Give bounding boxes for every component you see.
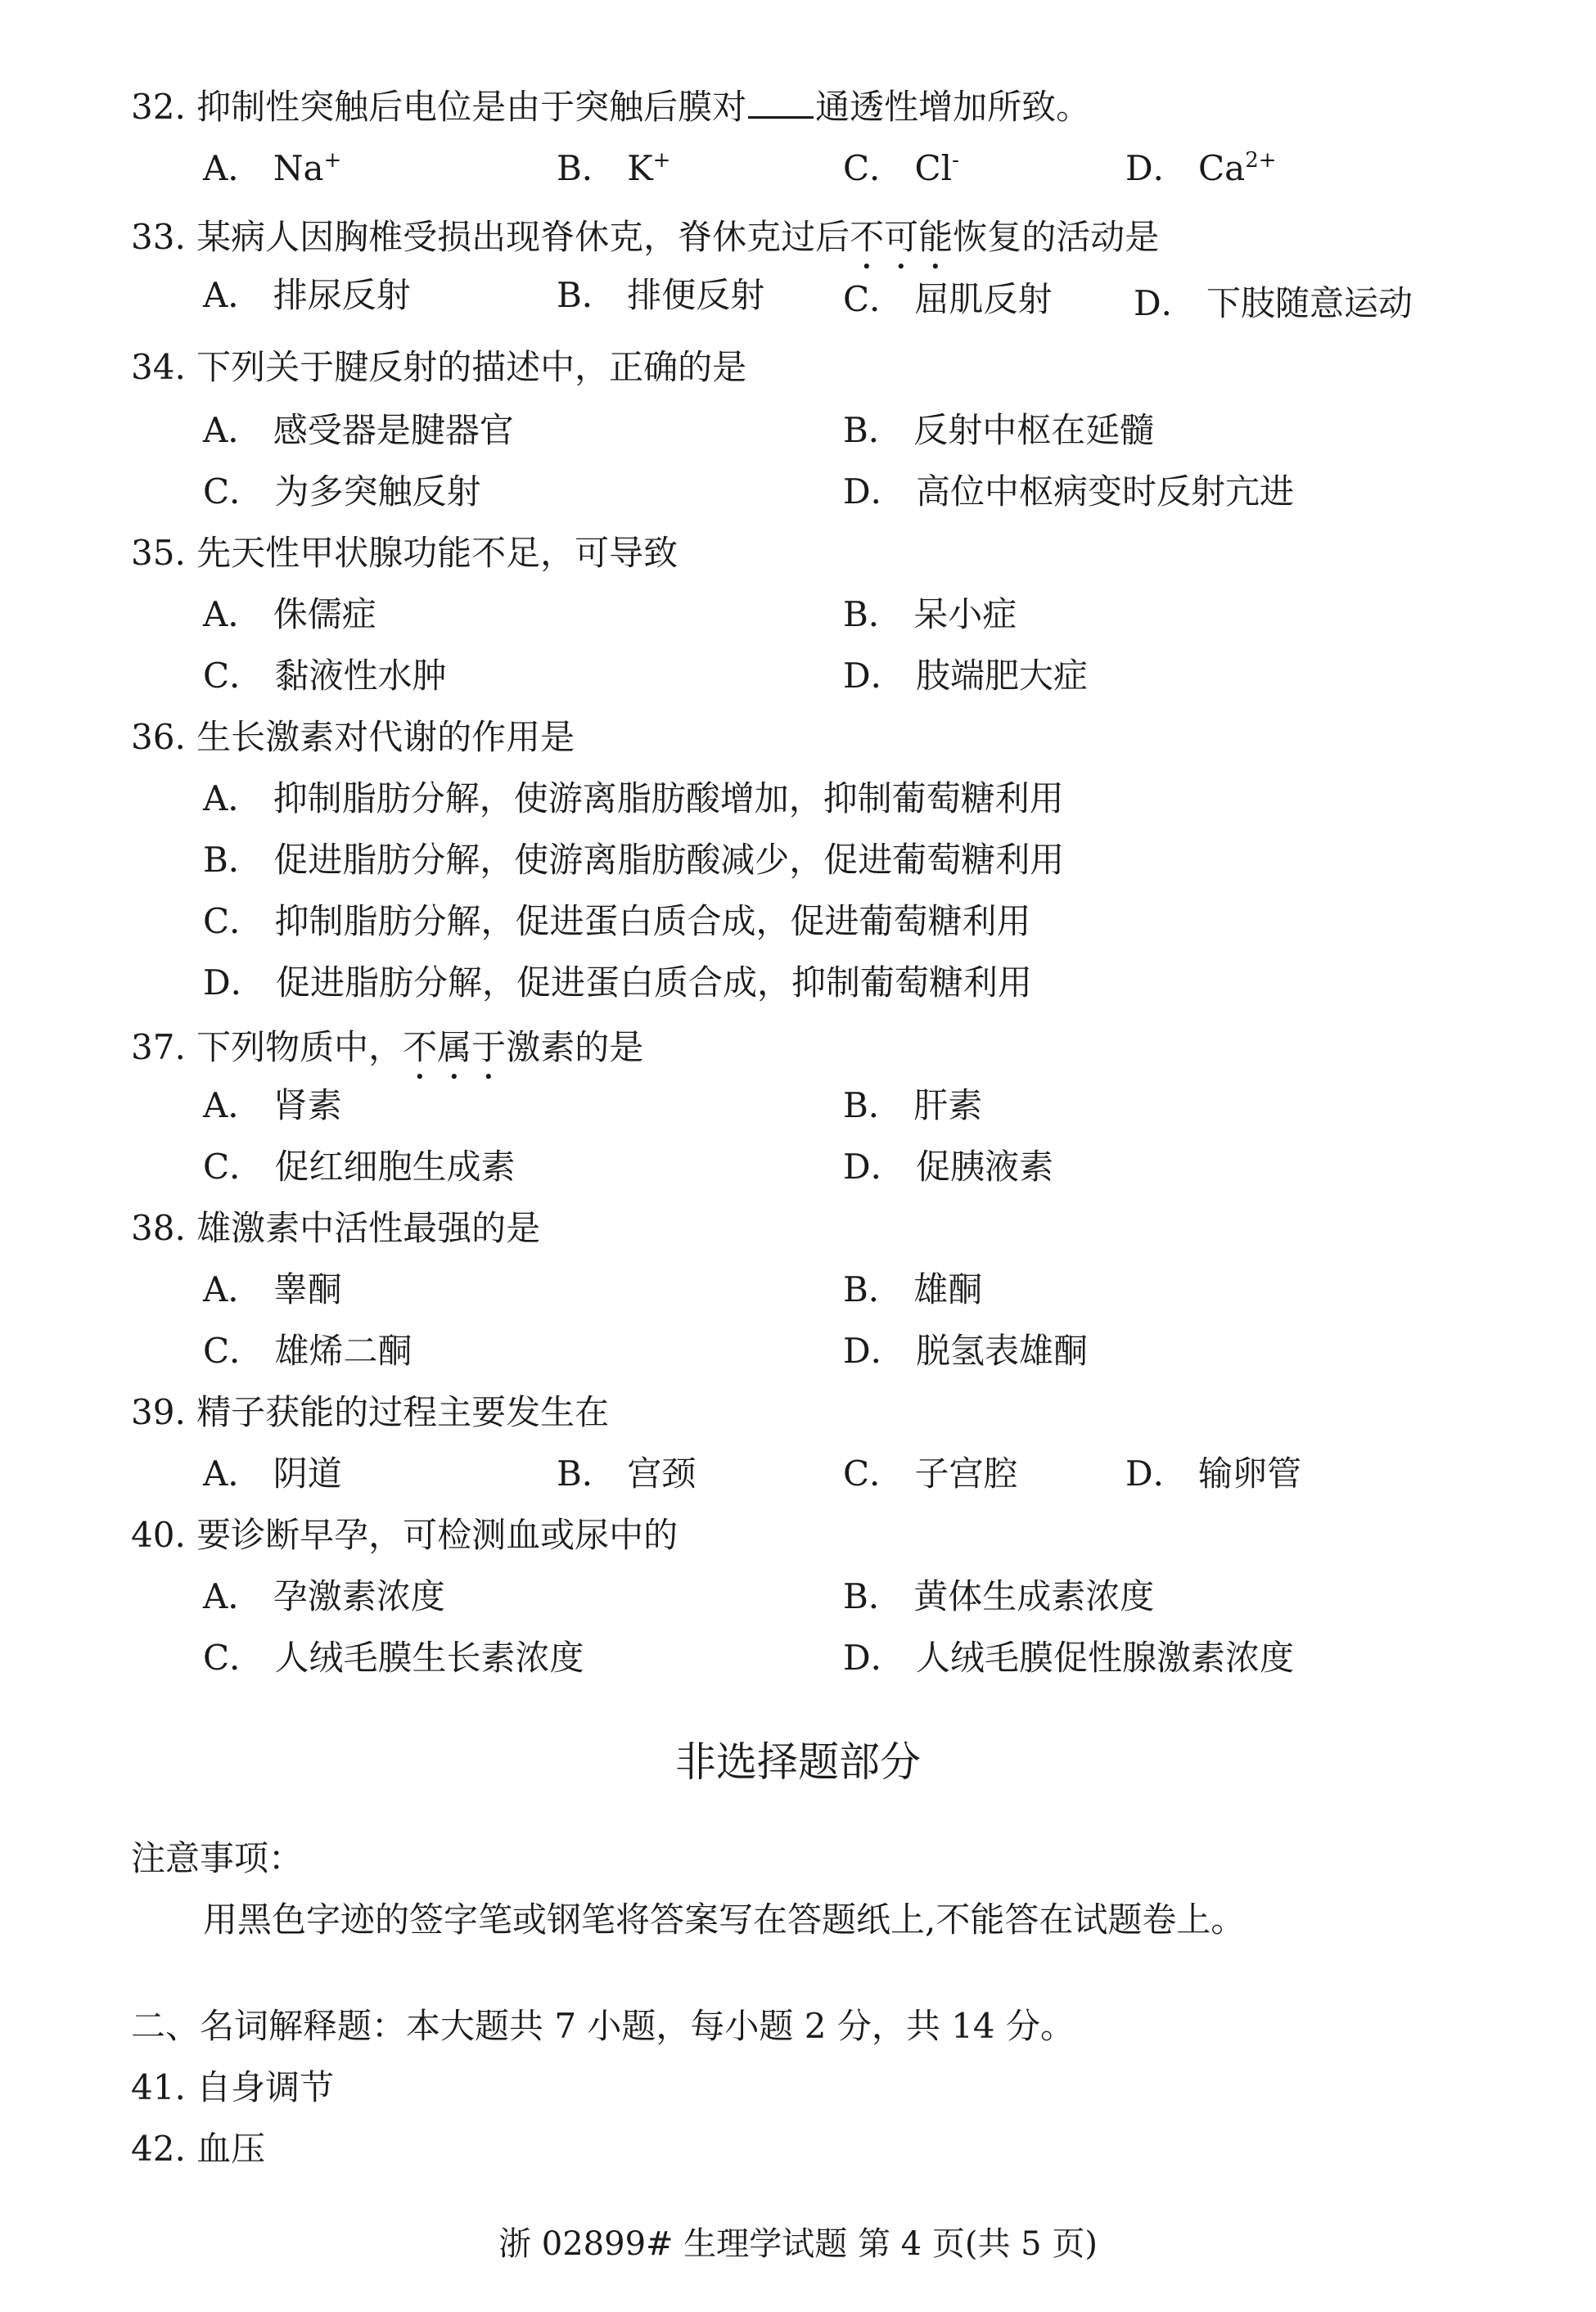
option-38-c: C． 雄烯二酮 [203, 1331, 413, 1371]
option-40-a: A． 孕激素浓度 [203, 1576, 445, 1616]
question-36: 36. 生长激素对代谢的作用是 [131, 717, 575, 757]
option-33-b: B． 排便反射 [557, 275, 765, 315]
option-38-b: B． 雄酮 [843, 1269, 983, 1309]
option-38-d: D． 脱氢表雄酮 [843, 1331, 1089, 1371]
option-32-a: A． Na+ [203, 148, 342, 188]
option-35-b: B． 呆小症 [843, 594, 1017, 634]
option-37-a: A． 肾素 [203, 1085, 342, 1125]
option-36-d: D． 促进脂肪分解，促进蛋白质合成，抑制葡萄糖利用 [203, 962, 1033, 1003]
option-35-a: A． 侏儒症 [203, 594, 376, 634]
question-37: 37. 下列物质中，不属于激素的是 [131, 1027, 644, 1067]
question-42: 42. 血压 [131, 2129, 266, 2169]
question-35: 35. 先天性甲状腺功能不足，可导致 [131, 533, 679, 573]
question-32: 32. 抑制性突触后电位是由于突触后膜对 通透性增加所致。 [131, 87, 1091, 127]
option-37-d: D． 促胰液素 [843, 1147, 1054, 1187]
option-33-d: D． 下肢随意运动 [1134, 283, 1413, 323]
part2-heading: 二、名词解释题：本大题共 7 小题，每小题 2 分，共 14 分。 [131, 2006, 1075, 2046]
option-37-b: B． 肝素 [843, 1085, 983, 1125]
option-39-c: C． 子宫腔 [843, 1453, 1018, 1494]
option-34-a: A． 感受器是腱器官 [203, 410, 514, 450]
option-35-d: D． 肢端肥大症 [843, 656, 1089, 696]
option-38-a: A． 睾酮 [203, 1269, 342, 1309]
option-32-b: B． K+ [557, 148, 671, 188]
option-40-d: D． 人绒毛膜促性腺激素浓度 [843, 1638, 1295, 1678]
question-34: 34. 下列关于腱反射的描述中，正确的是 [131, 347, 747, 387]
option-34-c: C． 为多突触反射 [203, 471, 481, 512]
notice-body: 用黑色字迹的签字笔或钢笔将答案写在答题纸上,不能答在试题卷上。 [203, 1900, 1246, 1940]
notice-heading: 注意事项： [131, 1838, 304, 1878]
option-34-d: D． 高位中枢病变时反射亢进 [843, 471, 1295, 512]
option-39-d: D． 输卵管 [1125, 1453, 1302, 1494]
option-34-b: B． 反射中枢在延髓 [843, 410, 1155, 450]
option-36-b: B． 促进脂肪分解，使游离脂肪酸减少，促进葡萄糖利用 [203, 840, 1065, 880]
question-39: 39. 精子获能的过程主要发生在 [131, 1392, 610, 1432]
question-33: 33. 某病人因胸椎受损出现脊休克，脊休克过后不可能恢复的活动是 [131, 217, 1160, 257]
page-footer: 浙 02899# 生理学试题 第 4 页(共 5 页) [498, 2225, 1098, 2263]
option-37-c: C． 促红细胞生成素 [203, 1147, 516, 1187]
question-38: 38. 雄激素中活性最强的是 [131, 1208, 541, 1248]
option-32-d: D． $Ca^{2+}$ [1125, 148, 1277, 188]
emphasis-text: 不属于 [403, 1027, 507, 1067]
option-39-a: A． 阴道 [203, 1453, 342, 1494]
option-33-c: C． 屈肌反射 [843, 279, 1053, 319]
option-33-a: A． 排尿反射 [203, 275, 411, 315]
option-36-a: A． 抑制脂肪分解，使游离脂肪酸增加，抑制葡萄糖利用 [203, 778, 1064, 818]
question-41: 41. 自身调节 [131, 2067, 335, 2107]
option-36-c: C． 抑制脂肪分解，促进蛋白质合成，促进葡萄糖利用 [203, 901, 1031, 941]
answer-blank [748, 90, 814, 119]
section-title: 非选择题部分 [675, 1738, 921, 1786]
option-32-c: C． Cl- [843, 148, 959, 188]
option-40-b: B． 黄体生成素浓度 [843, 1576, 1155, 1616]
option-39-b: B． 宫颈 [557, 1453, 697, 1494]
option-35-c: C． 黏液性水肿 [203, 656, 447, 696]
option-40-c: C． 人绒毛膜生长素浓度 [203, 1638, 584, 1678]
question-40: 40. 要诊断早孕，可检测血或尿中的 [131, 1515, 679, 1555]
emphasis-text: 不可能 [850, 217, 954, 257]
